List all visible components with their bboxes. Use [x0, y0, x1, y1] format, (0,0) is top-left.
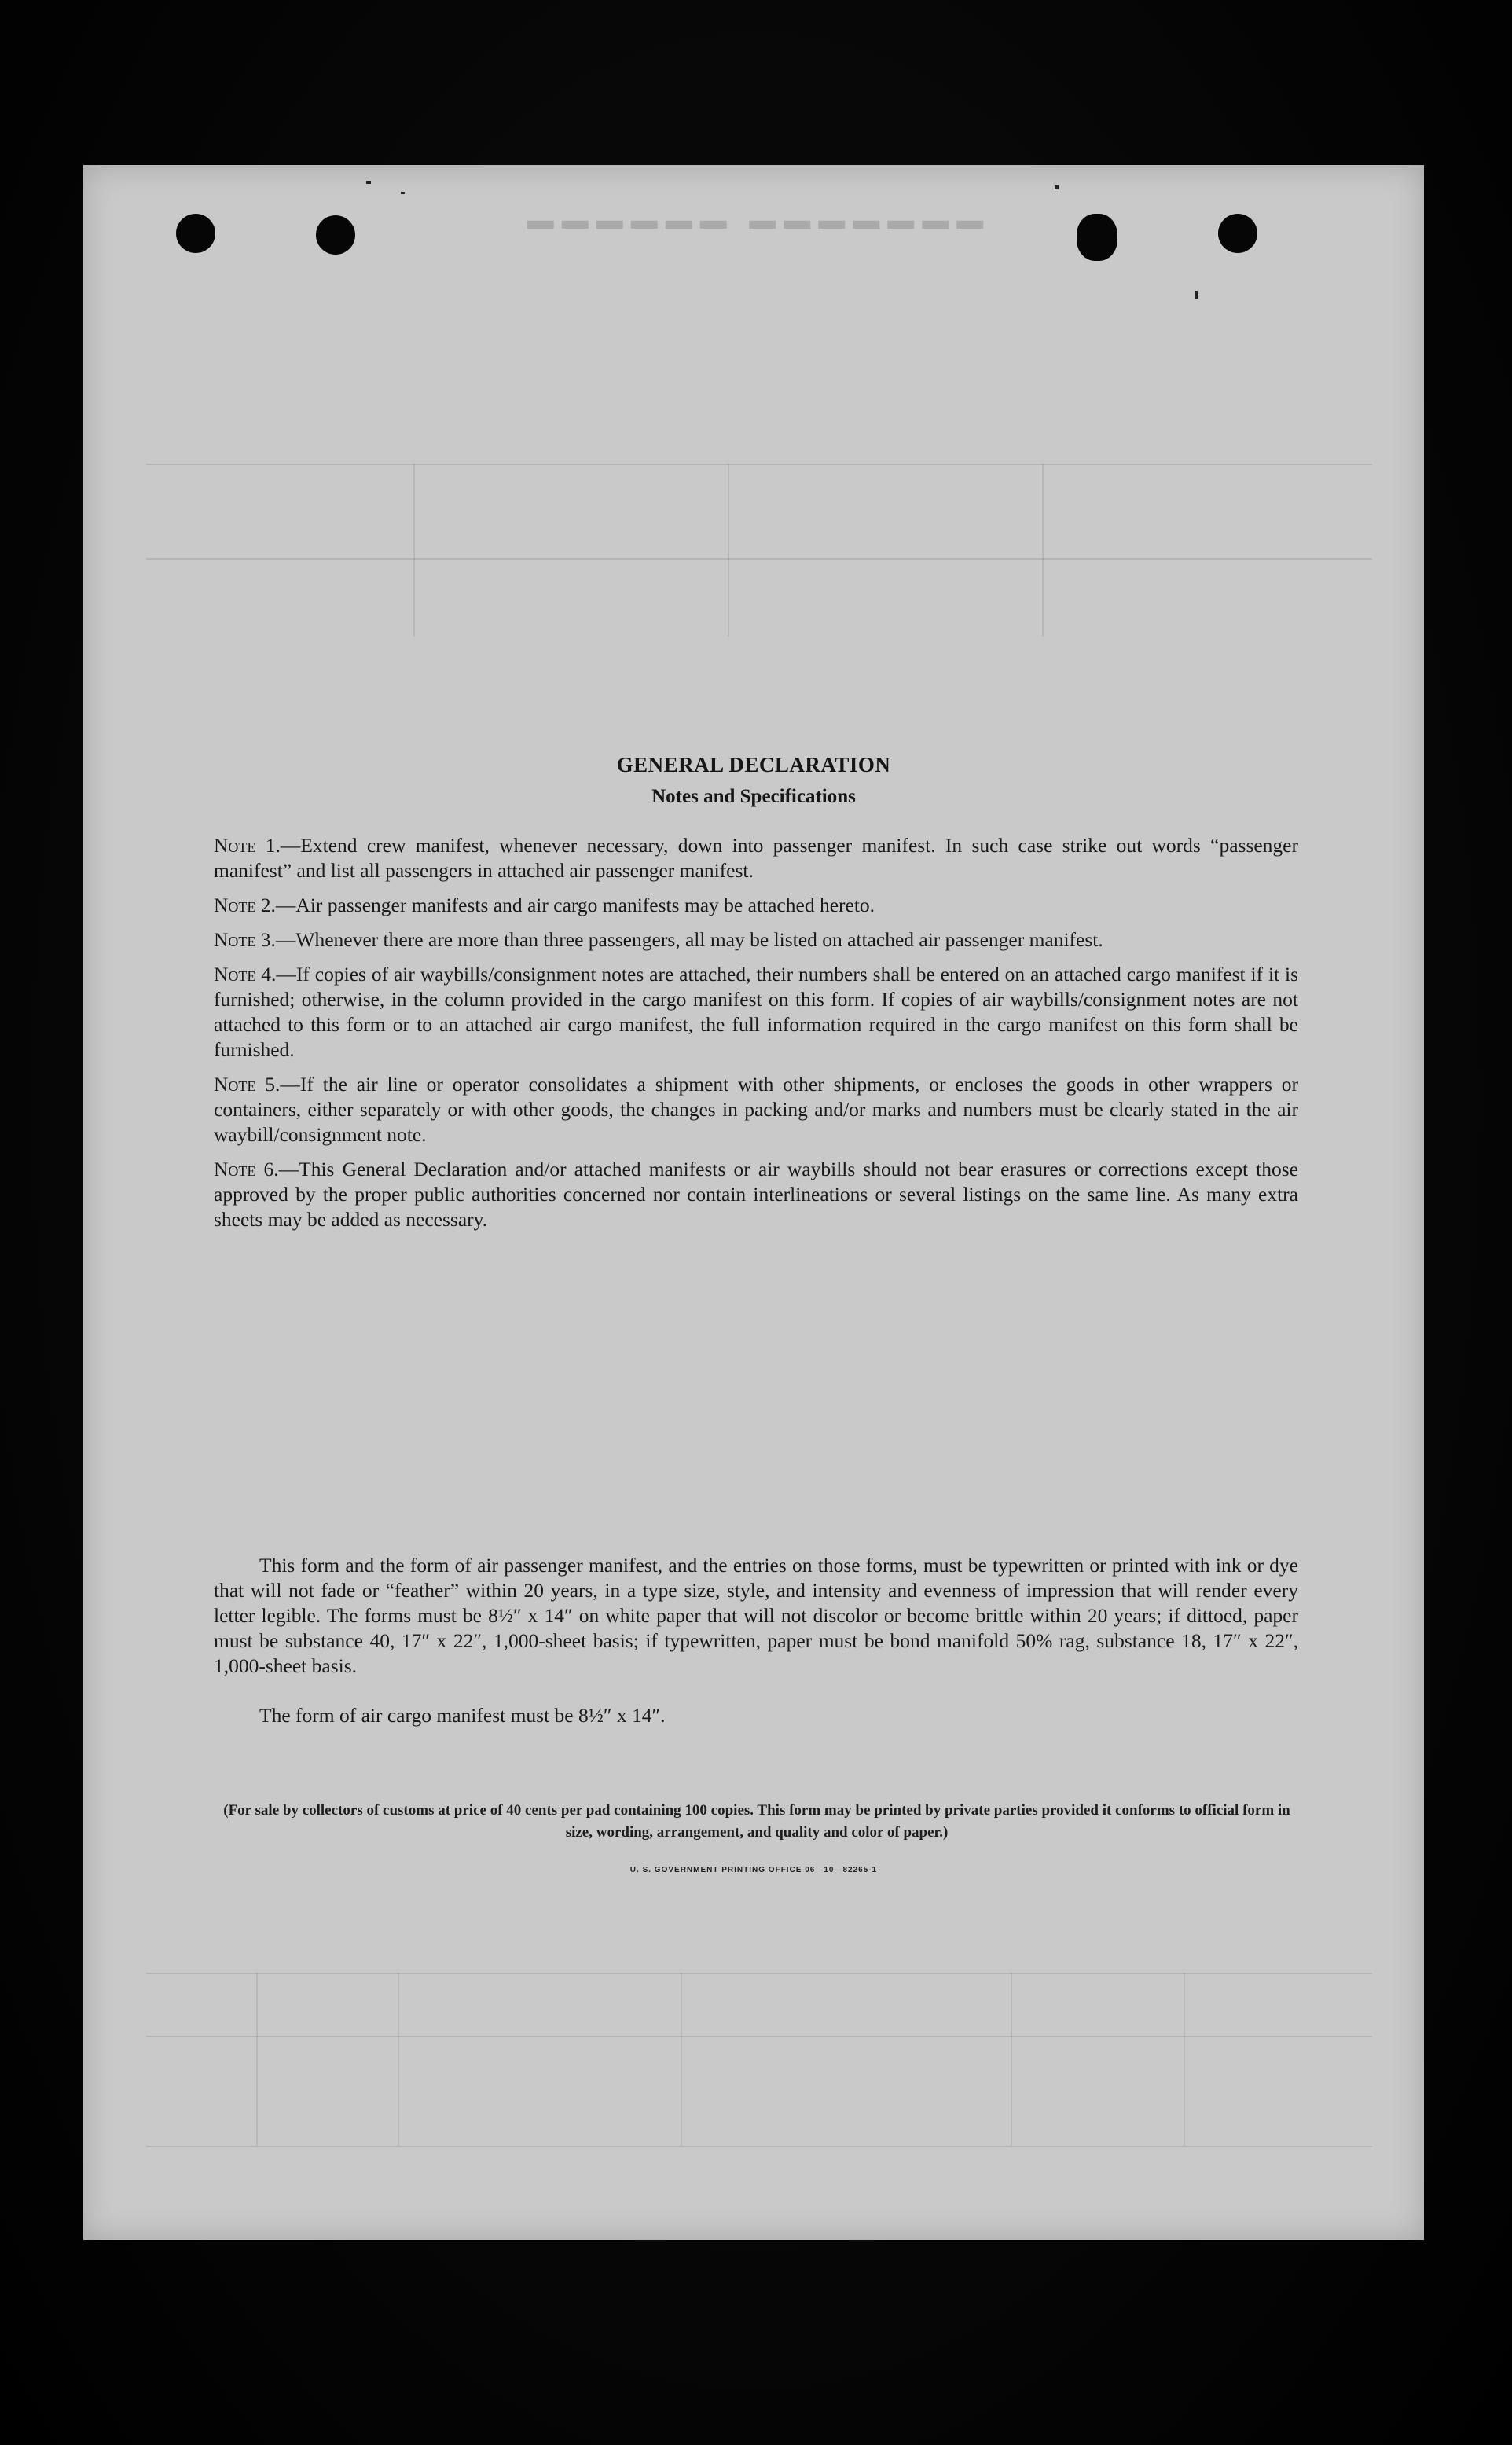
note-text: —If copies of air waybills/consignment notes are attached, their numbers shall be entered on an attached cargo manifest if it is furnished; otherwise, in the column provided in the cargo manifest on this form. If copies of air waybills/consignment notes are not attached to this form or to an attached air cargo manifest, the full information required in the cargo manifest on this form shall be furnished. [214, 963, 1299, 1061]
scan-speck [366, 181, 371, 184]
note-label: Note 6. [214, 1158, 279, 1180]
note-text: —Whenever there are more than three passengers, all may be listed on attached air passenger manifest. [275, 928, 1103, 951]
note-text: —Air passenger manifests and air cargo manifests may be attached hereto. [275, 894, 875, 916]
scan-speck [401, 192, 405, 194]
punch-hole-left-1 [176, 214, 215, 253]
note-label: Note 4. [214, 963, 277, 986]
sale-notice: (For sale by collectors of customs at price of 40 cents per pad containing 100 copies. This form may be printed by private parties provided it conforms to official form in size, wording, arrangement, and quality and color of paper.) [223, 1802, 1290, 1841]
note-2 [214, 893, 1298, 918]
note-3 [214, 927, 1298, 953]
note-label: Note 3. [214, 928, 276, 951]
bleed-through-rule [413, 464, 415, 637]
note-text: —This General Declaration and/or attached manifests or air waybills should not bear erasures or corrections except those approved by the proper public authorities concerned nor contain interlineations or several listings on the same line. As many extra sheets may be added as necessary. [214, 1158, 1298, 1231]
form-specification-paragraph: This form and the form of air passenger manifest, and the entries on those forms, must be typewritten or printed with ink or dye that will not fade or “feather” within 20 years, in a type size, style, and intensity and evenness of impression that will render every letter legible. The forms must be 8½″ x 14″ on white paper that will not discolor or become brittle within 20 years; if dittoed, paper must be substance 40, 17″ x 22″, 1,000-sheet basis; if typewritten, paper must be bond manifold 50% rag, substance 18, 17″ x 22″, 1,000-sheet basis. [214, 1554, 1298, 1677]
note-1 [214, 833, 1298, 883]
bleed-through-heading: ▬▬▬▬▬▬ ▬▬▬▬▬▬▬ [527, 206, 992, 235]
bleed-through-rule [1042, 464, 1044, 637]
bleed-through-rule [1184, 1973, 1185, 2146]
punch-hole-right-2 [1218, 214, 1257, 253]
bleed-through-rule [146, 2036, 1372, 2037]
document-page [83, 165, 1424, 2240]
bleed-through-rule [146, 2146, 1372, 2147]
bleed-through-rule [728, 464, 729, 637]
note-text: —If the air line or operator consolidates a shipment with other shipments, or encloses the goods in other wrappers or containers, either separately or with other goods, the changes in packing and/or marks and numbers must be clearly stated in the air waybill/consignment note. [214, 1073, 1298, 1146]
page-subtitle: Notes and Specifications [651, 786, 856, 807]
notes-list [214, 833, 1298, 1242]
cargo-manifest-size-note: The form of air cargo manifest must be 8½″ x 14″. [259, 1704, 666, 1727]
note-5 [214, 1072, 1298, 1147]
note-label: Note 5. [214, 1073, 281, 1096]
note-label: Note 2. [214, 894, 276, 916]
bleed-through-rule [681, 1973, 682, 2146]
printing-office-imprint: U. S. GOVERNMENT PRINTING OFFICE 06—10—82265-1 [629, 1866, 878, 1874]
scan-speck [1055, 185, 1059, 189]
note-text: —Extend crew manifest, whenever necessary, down into passenger manifest. In such case strike out words “passenger manifest” and list all passengers in attached air passenger manifest. [214, 834, 1298, 882]
punch-hole-right-1 [1077, 214, 1117, 261]
note-4 [214, 962, 1298, 1063]
bleed-through-rule [146, 558, 1372, 560]
bleed-through-rule [398, 1973, 399, 2146]
page-title: GENERAL DECLARATION [616, 753, 891, 776]
scan-speck [1195, 291, 1198, 299]
bleed-through-rule [146, 1973, 1372, 1974]
bleed-through-rule [146, 464, 1372, 465]
note-label: Note 1. [214, 834, 281, 857]
punch-hole-left-2 [316, 215, 355, 255]
bleed-through-rule [256, 1973, 258, 2146]
note-6 [214, 1157, 1298, 1232]
bleed-through-rule [1011, 1973, 1012, 2146]
